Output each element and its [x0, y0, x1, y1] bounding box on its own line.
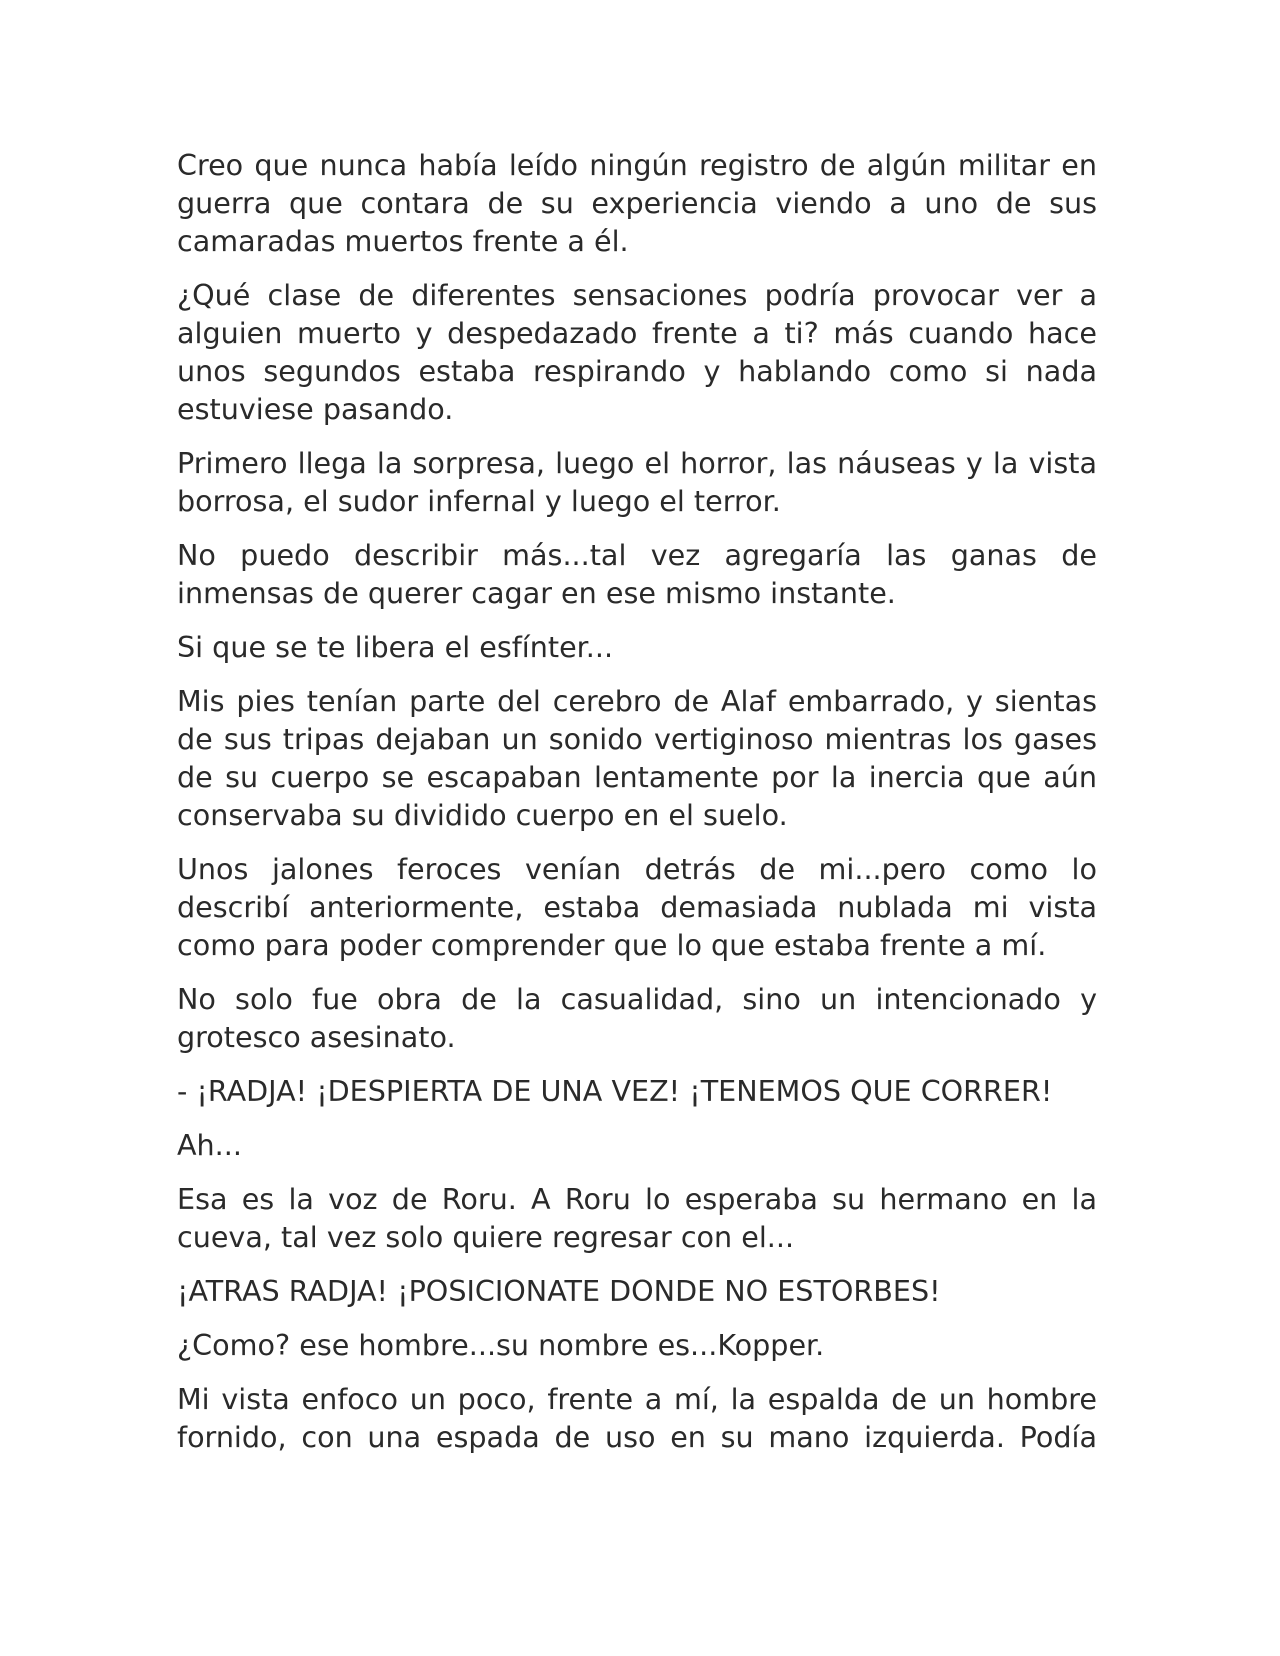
- paragraph-11: Esa es la voz de Roru. A Roru lo esperaba su hermano en la cueva, tal vez solo quiere regresar con el...: [177, 1182, 1097, 1254]
- paragraph-6: Mis pies tenían parte del cerebro de Alaf embarrado, y sientas de sus tripas dejaban un sonido vertiginoso mientras los gases de su cuerpo se escapaban lentamente por la inercia que aún conservaba su dividido cuerpo en el suelo.: [177, 684, 1097, 832]
- paragraph-5: Si que se te libera el esfínter...: [177, 630, 614, 664]
- paragraph-14: Mi vista enfoco un poco, frente a mí, la espalda de un hombre fornido, con una espada de uso en su mano izquierda. Podía: [177, 1382, 1097, 1454]
- paragraph-4: No puedo describir más...tal vez agregaría las ganas de inmensas de querer cagar en ese mismo instante.: [177, 538, 1097, 610]
- paragraph-10: Ah...: [177, 1128, 242, 1162]
- document-page: [177, 146, 1097, 1472]
- paragraph-12: ¡ATRAS RADJA! ¡POSICIONATE DONDE NO ESTORBES!: [177, 1274, 941, 1308]
- paragraph-3: Primero llega la sorpresa, luego el horror, las náuseas y la vista borrosa, el sudor infernal y luego el terror.: [177, 446, 1097, 518]
- paragraph-7: Unos jalones feroces venían detrás de mi...pero como lo describí anteriormente, estaba demasiada nublada mi vista como para poder comprender que lo que estaba frente a mí.: [177, 852, 1097, 962]
- paragraph-8: No solo fue obra de la casualidad, sino un intencionado y grotesco asesinato.: [177, 982, 1097, 1054]
- paragraph-13: ¿Como? ese hombre...su nombre es...Kopper.: [177, 1328, 825, 1362]
- paragraph-2: ¿Qué clase de diferentes sensaciones podría provocar ver a alguien muerto y despedazado frente a ti? más cuando hace unos segundos estaba respirando y hablando como si nada estuviese pasando.: [177, 278, 1097, 426]
- paragraph-1: Creo que nunca había leído ningún registro de algún militar en guerra que contara de su experiencia viendo a uno de sus camaradas muertos frente a él.: [177, 148, 1097, 258]
- paragraph-9: - ¡RADJA! ¡DESPIERTA DE UNA VEZ! ¡TENEMOS QUE CORRER!: [177, 1074, 1053, 1108]
